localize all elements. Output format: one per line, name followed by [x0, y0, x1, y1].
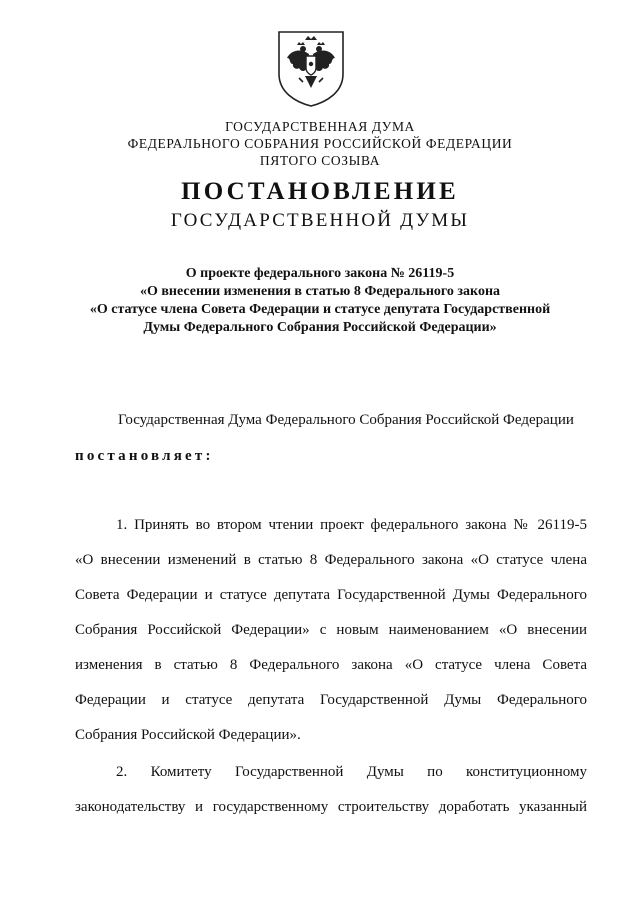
header-assembly: ФЕДЕРАЛЬНОГО СОБРАНИЯ РОССИЙСКОЙ ФЕДЕРАЦИИ — [127, 136, 513, 151]
paragraph-1-line: Собрания Российской Федерации». — [75, 727, 301, 743]
paragraph-1-line: «О внесении изменений в статью 8 Федерального закона «О статусе члена — [75, 552, 587, 568]
subject-line: «О статусе члена Совета Федерации и статусе депутата Государственной — [89, 302, 551, 317]
decree-word: постановляет: — [75, 448, 214, 464]
paragraph-1-line: 1. Принять во втором чтении проект федерального закона № 26119-5 — [116, 517, 587, 533]
document-subject — [60, 265, 580, 337]
header-convocation: ПЯТОГО СОЗЫВА — [259, 153, 381, 168]
subject-line: Думы Федерального Собрания Российской Федерации» — [143, 320, 497, 335]
subject-line: «О внесении изменения в статью 8 Федерального закона — [139, 284, 501, 299]
paragraph-1-line: изменения в статью 8 Федерального закона «О статусе члена Совета — [75, 657, 587, 673]
intro-text: Государственная Дума Федерального Собрания Российской Федерации — [118, 412, 574, 428]
document-title: ПОСТАНОВЛЕНИЕ — [181, 178, 459, 205]
paragraph-1-line: Федерации и статусе депутата Государственной Думы Федерального — [75, 692, 587, 708]
header-chamber: ГОСУДАРСТВЕННАЯ ДУМА — [225, 119, 415, 134]
paragraph-2-line: 2. Комитету Государственной Думы по конституционному — [116, 764, 587, 780]
paragraph-1-line: Собрания Российской Федерации» с новым наименованием «О внесении — [75, 622, 587, 638]
paragraph-2-line: законодательству и государственному строительству доработать указанный — [75, 799, 587, 815]
subject-line: О проекте федерального закона № 26119-5 — [185, 266, 455, 281]
coat-of-arms-emblem — [275, 28, 347, 108]
paragraph-1-line: Совета Федерации и статусе депутата Государственной Думы Федерального — [75, 587, 587, 603]
document-subtitle: ГОСУДАРСТВЕННОЙ ДУМЫ — [170, 210, 470, 231]
